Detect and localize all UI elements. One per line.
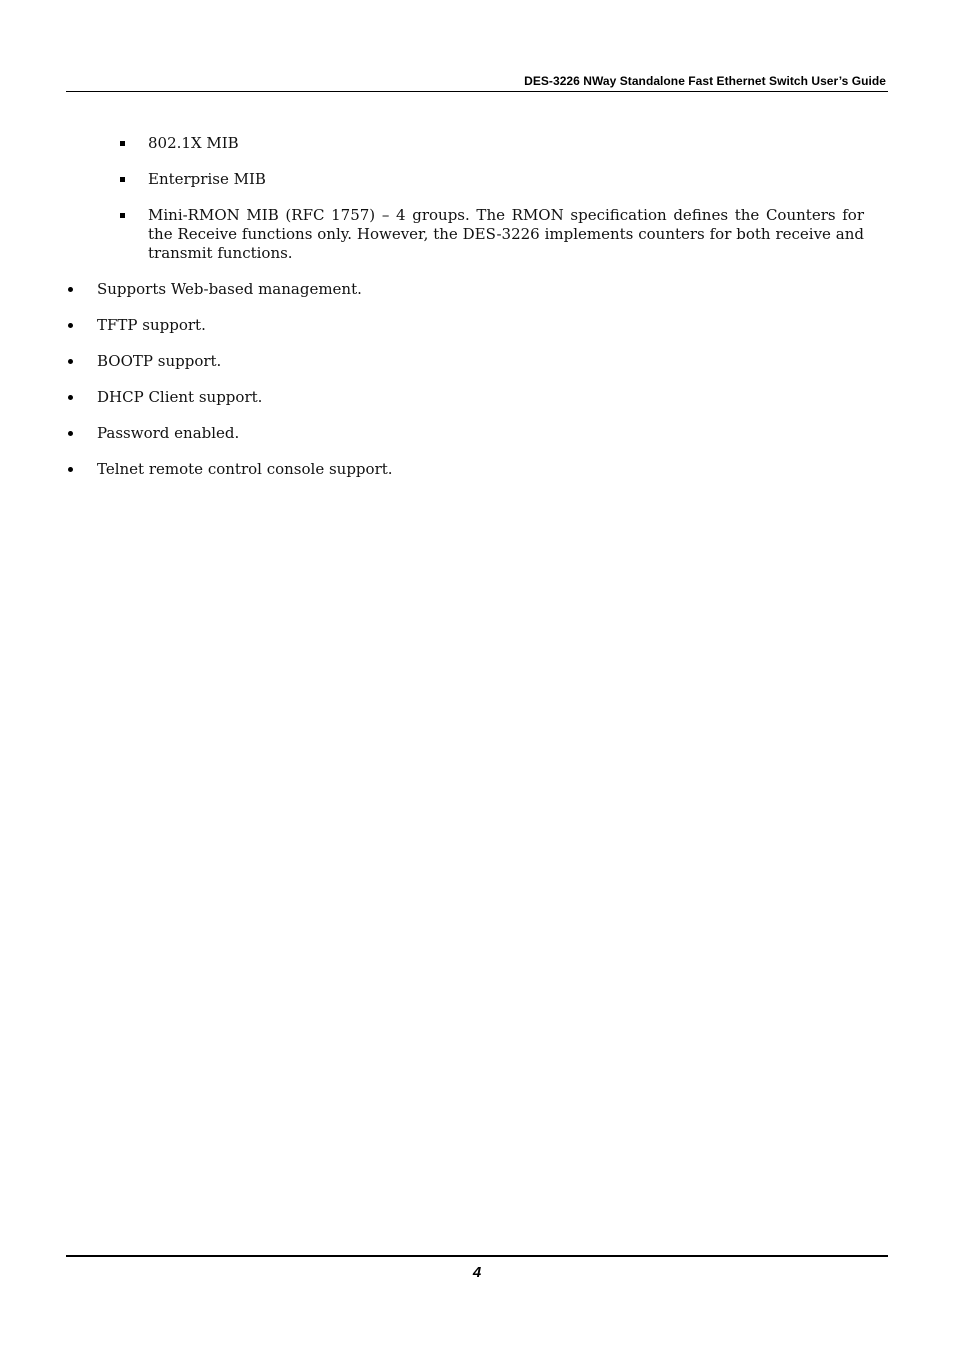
mib-sub-list xyxy=(120,134,864,263)
list-item-text: Mini-RMON MIB (RFC 1757) – 4 groups. The RMON specification defines the Counters for the Receive functions only. However, the DES-3226 implements counters for both receive and transmit functions. xyxy=(148,206,864,262)
round-bullet-icon xyxy=(68,323,73,328)
page-header xyxy=(66,72,888,92)
square-bullet-icon xyxy=(120,177,125,182)
list-item-text: Telnet remote control console support. xyxy=(97,460,393,478)
list-item-text: Enterprise MIB xyxy=(148,170,266,188)
round-bullet-icon xyxy=(68,287,73,292)
list-item-text: BOOTP support. xyxy=(97,352,222,370)
round-bullet-icon xyxy=(68,395,73,400)
list-item-text: Supports Web-based management. xyxy=(97,280,362,298)
square-bullet-icon xyxy=(120,141,125,146)
page-content xyxy=(66,134,866,496)
list-item xyxy=(120,170,864,189)
feature-list xyxy=(66,280,866,479)
round-bullet-icon xyxy=(68,359,73,364)
list-item xyxy=(120,134,864,153)
square-bullet-icon xyxy=(120,213,125,218)
list-item-text: 802.1X MIB xyxy=(148,134,239,152)
list-item-text: TFTP support. xyxy=(97,316,206,334)
footer-divider xyxy=(66,1255,888,1257)
list-item xyxy=(66,424,866,443)
list-item xyxy=(66,388,866,407)
list-item xyxy=(120,206,864,263)
list-item xyxy=(66,460,866,479)
list-item xyxy=(66,352,866,371)
page-number: 4 xyxy=(472,1264,482,1281)
list-item xyxy=(66,316,866,335)
list-item-text: DHCP Client support. xyxy=(97,388,263,406)
header-title: DES-3226 NWay Standalone Fast Ethernet Switch User’s Guide xyxy=(524,74,886,88)
list-item-text: Password enabled. xyxy=(97,424,240,442)
round-bullet-icon xyxy=(68,467,73,472)
list-item xyxy=(66,280,866,299)
round-bullet-icon xyxy=(68,431,73,436)
